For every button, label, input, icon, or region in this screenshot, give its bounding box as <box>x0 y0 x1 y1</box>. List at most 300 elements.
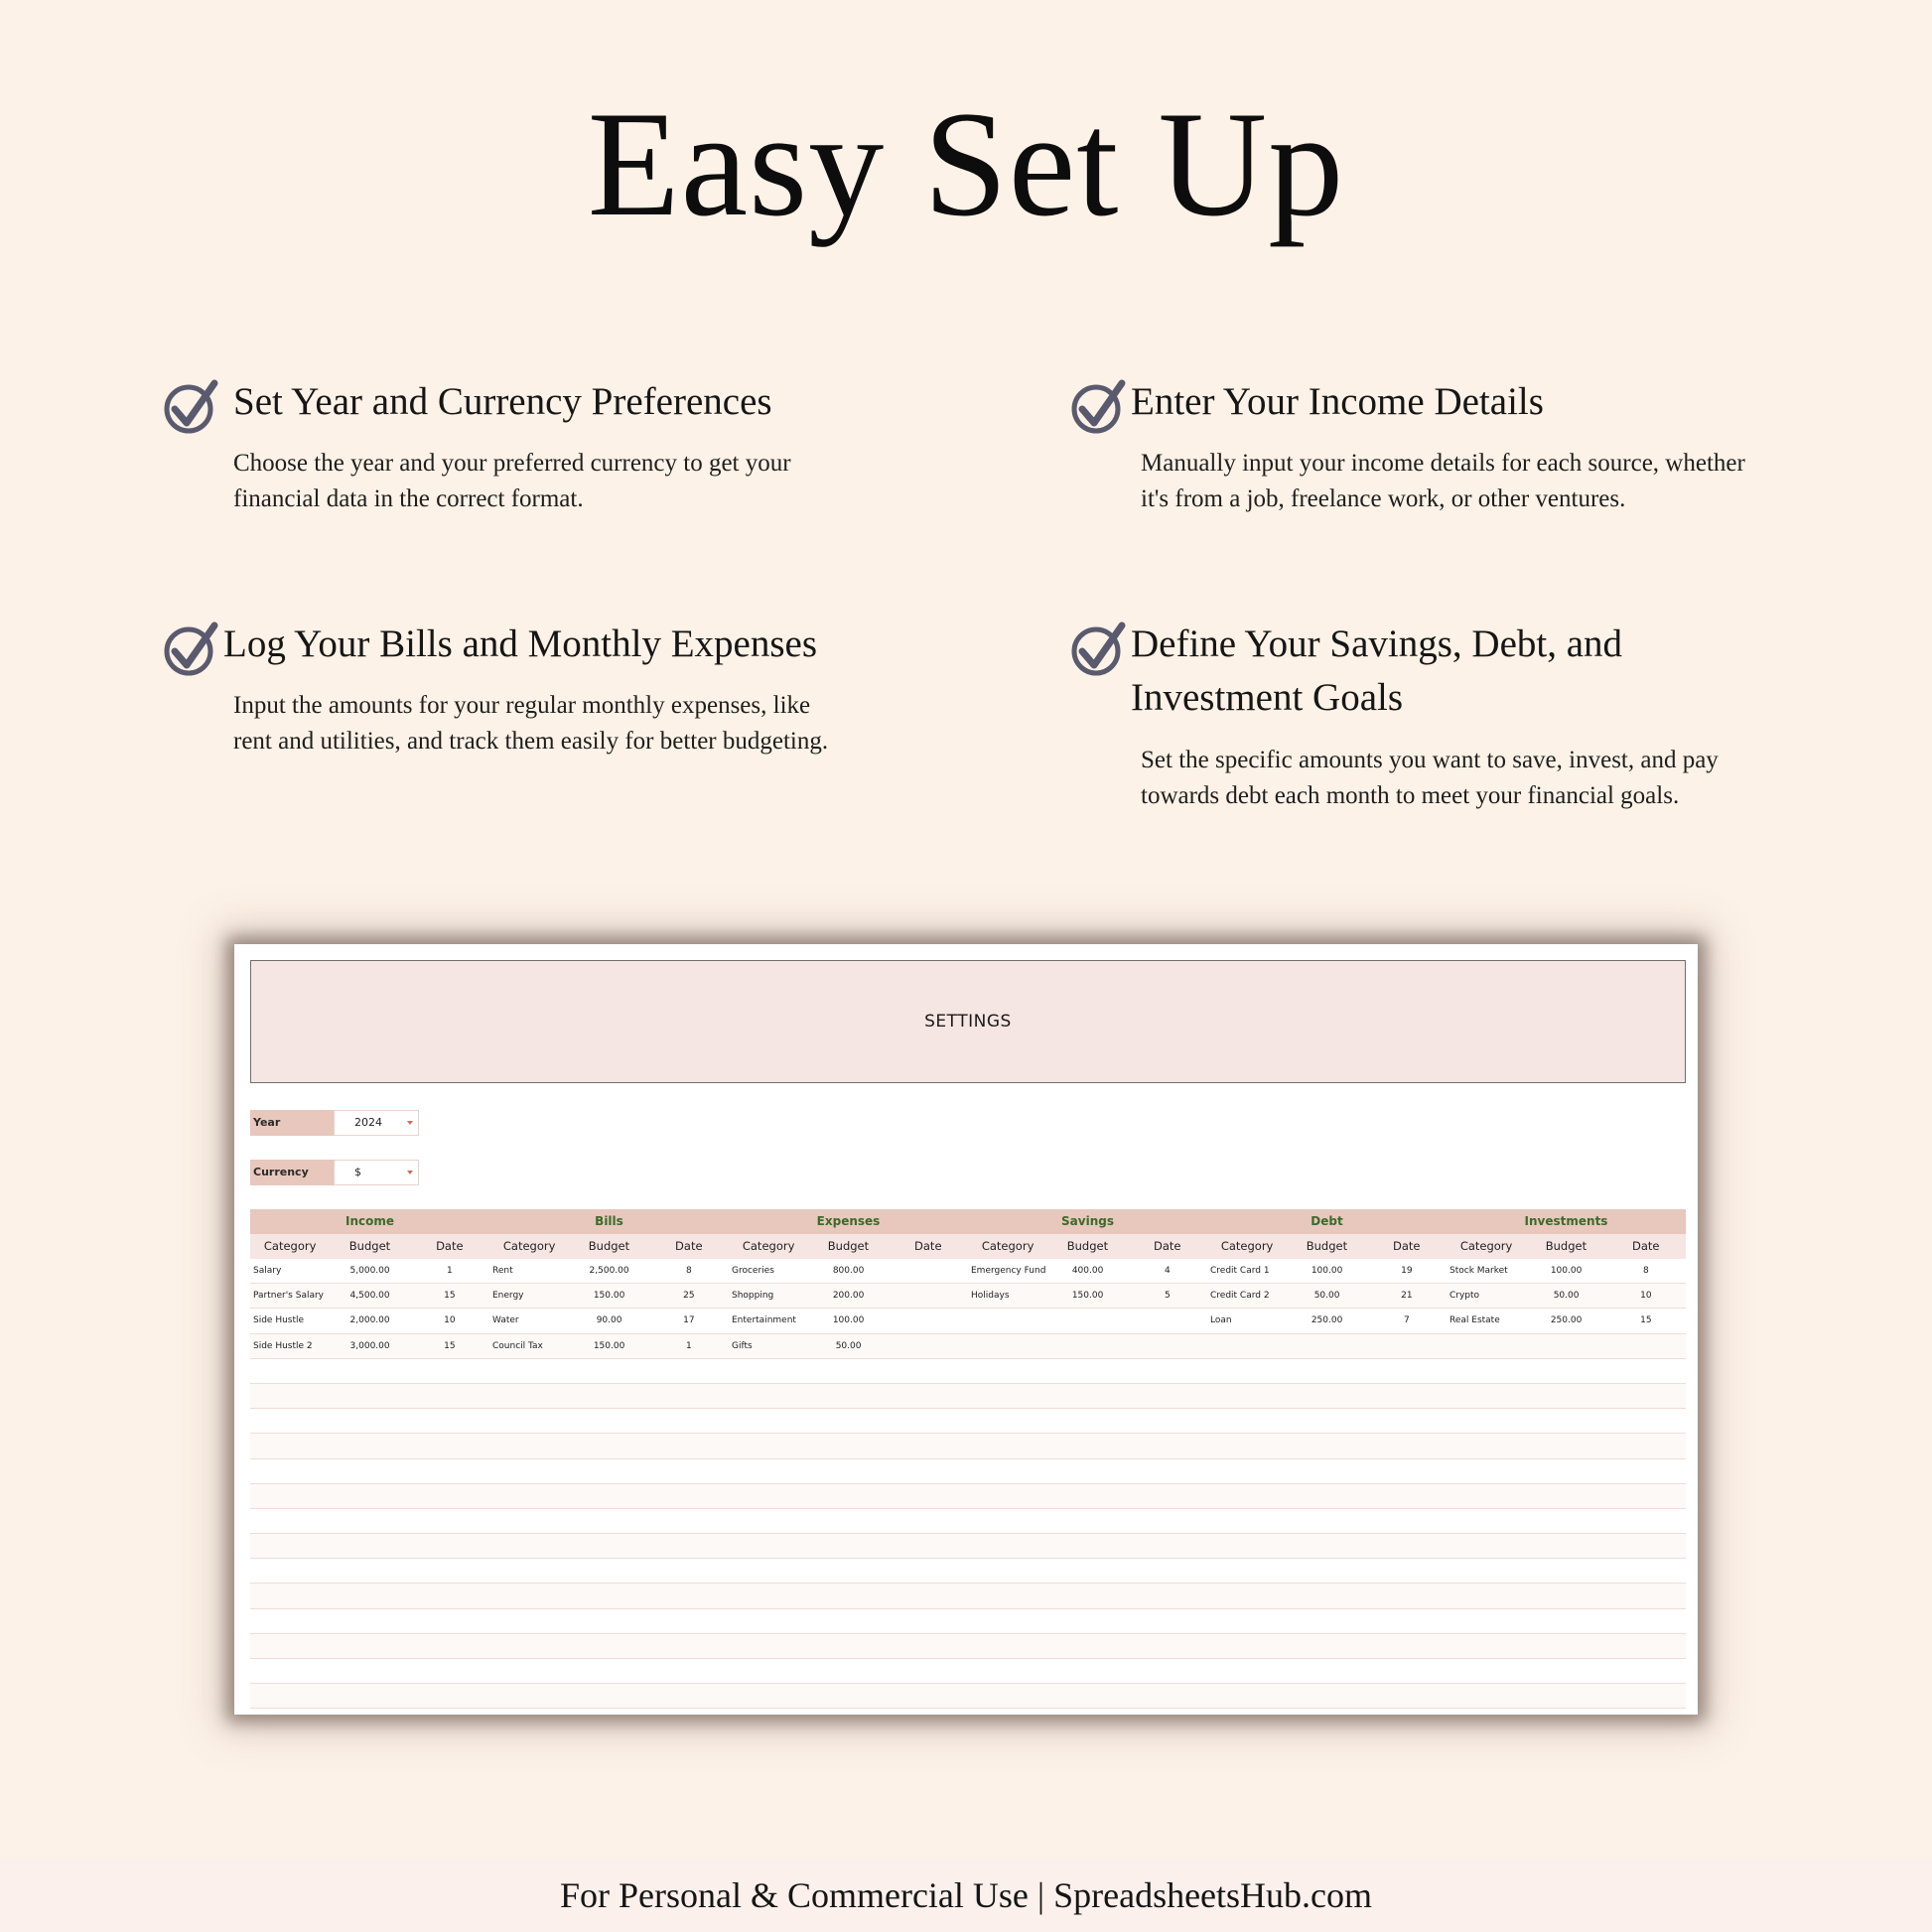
budget-cell[interactable] <box>1287 1509 1366 1533</box>
date-cell[interactable] <box>889 1684 968 1708</box>
date-cell[interactable] <box>889 1434 968 1457</box>
budget-cell[interactable] <box>1526 1559 1605 1583</box>
category-cell[interactable] <box>1447 1559 1526 1583</box>
category-cell[interactable] <box>489 1609 569 1633</box>
date-cell[interactable] <box>1128 1359 1207 1383</box>
category-cell[interactable] <box>1447 1659 1526 1683</box>
budget-cell[interactable] <box>1047 1609 1127 1633</box>
budget-cell[interactable] <box>1287 1459 1366 1483</box>
date-cell[interactable] <box>649 1559 729 1583</box>
category-cell[interactable] <box>1447 1609 1526 1633</box>
budget-cell[interactable]: 2,500.00 <box>589 1266 629 1276</box>
date-cell[interactable] <box>1128 1684 1207 1708</box>
budget-cell[interactable] <box>1287 1559 1366 1583</box>
date-cell[interactable] <box>1367 1509 1447 1533</box>
budget-cell[interactable] <box>1287 1659 1366 1683</box>
date-cell[interactable] <box>649 1584 729 1607</box>
date-cell[interactable] <box>889 1634 968 1658</box>
budget-cell[interactable] <box>808 1409 888 1433</box>
category-cell[interactable] <box>250 1384 330 1408</box>
category-cell[interactable] <box>1207 1459 1287 1483</box>
category-cell[interactable] <box>1447 1684 1526 1708</box>
budget-cell[interactable]: 150.00 <box>593 1340 625 1351</box>
budget-cell[interactable] <box>808 1459 888 1483</box>
category-cell[interactable] <box>250 1509 330 1533</box>
budget-cell[interactable] <box>1047 1509 1127 1533</box>
category-cell[interactable] <box>1447 1409 1526 1433</box>
budget-cell[interactable] <box>1047 1459 1127 1483</box>
budget-cell[interactable]: 400.00 <box>1071 1266 1104 1276</box>
date-cell[interactable] <box>1128 1459 1207 1483</box>
date-cell[interactable] <box>1367 1634 1447 1658</box>
date-cell[interactable] <box>1367 1484 1447 1508</box>
date-cell[interactable]: 1 <box>685 1340 692 1351</box>
budget-cell[interactable] <box>569 1434 648 1457</box>
budget-cell[interactable] <box>1047 1584 1127 1607</box>
budget-cell[interactable] <box>1287 1484 1366 1508</box>
date-cell[interactable]: 17 <box>683 1315 695 1326</box>
budget-cell[interactable]: 50.00 <box>1313 1291 1340 1302</box>
date-cell[interactable] <box>649 1384 729 1408</box>
budget-cell[interactable] <box>808 1509 888 1533</box>
date-cell[interactable]: 15 <box>444 1340 456 1351</box>
category-cell[interactable] <box>489 1459 569 1483</box>
date-cell[interactable] <box>1367 1684 1447 1708</box>
date-cell[interactable] <box>649 1609 729 1633</box>
date-cell[interactable] <box>1367 1609 1447 1633</box>
category-cell[interactable] <box>968 1409 1047 1433</box>
category-cell[interactable] <box>1207 1409 1287 1433</box>
category-cell[interactable] <box>968 1684 1047 1708</box>
budget-cell[interactable] <box>808 1384 888 1408</box>
budget-cell[interactable] <box>1526 1384 1605 1408</box>
budget-cell[interactable] <box>1287 1634 1366 1658</box>
date-cell[interactable] <box>889 1334 968 1358</box>
category-cell[interactable] <box>968 1434 1047 1457</box>
date-cell[interactable] <box>410 1409 489 1433</box>
date-cell[interactable] <box>1606 1609 1686 1633</box>
category-cell[interactable] <box>1207 1659 1287 1683</box>
budget-cell[interactable] <box>569 1634 648 1658</box>
category-cell[interactable] <box>1207 1384 1287 1408</box>
budget-cell[interactable] <box>1526 1409 1605 1433</box>
date-cell[interactable]: 10 <box>1640 1291 1652 1302</box>
budget-cell[interactable] <box>808 1634 888 1658</box>
budget-cell[interactable]: 90.00 <box>596 1315 622 1326</box>
date-cell[interactable] <box>410 1659 489 1683</box>
date-cell[interactable] <box>1606 1334 1686 1358</box>
date-cell[interactable]: 25 <box>683 1291 695 1302</box>
date-cell[interactable] <box>889 1309 968 1332</box>
date-cell[interactable] <box>1606 1509 1686 1533</box>
category-cell[interactable] <box>1447 1334 1526 1358</box>
category-cell[interactable]: Holidays <box>971 1291 1010 1302</box>
budget-cell[interactable] <box>1526 1509 1605 1533</box>
date-cell[interactable] <box>889 1459 968 1483</box>
category-cell[interactable]: Partner's Salary <box>253 1291 325 1302</box>
budget-cell[interactable] <box>330 1484 409 1508</box>
budget-cell[interactable]: 150.00 <box>593 1291 625 1302</box>
category-cell[interactable] <box>489 1359 569 1383</box>
category-cell[interactable] <box>1207 1634 1287 1658</box>
category-cell[interactable] <box>729 1684 808 1708</box>
budget-cell[interactable] <box>330 1559 409 1583</box>
category-cell[interactable] <box>968 1459 1047 1483</box>
date-cell[interactable] <box>889 1534 968 1558</box>
date-cell[interactable] <box>1606 1534 1686 1558</box>
date-cell[interactable] <box>649 1659 729 1683</box>
date-cell[interactable] <box>1128 1509 1207 1533</box>
date-cell[interactable] <box>410 1584 489 1607</box>
category-cell[interactable]: Real Estate <box>1449 1315 1500 1326</box>
date-cell[interactable] <box>410 1459 489 1483</box>
date-cell[interactable] <box>1606 1634 1686 1658</box>
category-cell[interactable] <box>1207 1509 1287 1533</box>
year-select[interactable] <box>334 1110 419 1136</box>
category-cell[interactable] <box>729 1559 808 1583</box>
date-cell[interactable] <box>1606 1684 1686 1708</box>
budget-cell[interactable] <box>330 1659 409 1683</box>
date-cell[interactable] <box>1128 1659 1207 1683</box>
budget-cell[interactable] <box>808 1534 888 1558</box>
category-cell[interactable]: Council Tax <box>492 1340 543 1351</box>
category-cell[interactable]: Water <box>492 1315 519 1326</box>
category-cell[interactable] <box>729 1359 808 1383</box>
budget-cell[interactable] <box>330 1584 409 1607</box>
budget-cell[interactable]: 4,500.00 <box>349 1291 390 1302</box>
category-cell[interactable] <box>489 1484 569 1508</box>
budget-cell[interactable] <box>808 1584 888 1607</box>
category-cell[interactable] <box>489 1409 569 1433</box>
category-cell[interactable] <box>1207 1534 1287 1558</box>
category-cell[interactable] <box>968 1634 1047 1658</box>
budget-cell[interactable] <box>330 1534 409 1558</box>
date-cell[interactable] <box>889 1659 968 1683</box>
budget-cell[interactable] <box>330 1409 409 1433</box>
date-cell[interactable] <box>649 1484 729 1508</box>
budget-cell[interactable] <box>569 1609 648 1633</box>
category-cell[interactable] <box>968 1359 1047 1383</box>
category-cell[interactable] <box>489 1559 569 1583</box>
date-cell[interactable] <box>889 1559 968 1583</box>
date-cell[interactable] <box>1367 1584 1447 1607</box>
category-cell[interactable] <box>1207 1584 1287 1607</box>
category-cell[interactable] <box>729 1584 808 1607</box>
category-cell[interactable] <box>729 1534 808 1558</box>
budget-cell[interactable] <box>1047 1559 1127 1583</box>
category-cell[interactable] <box>729 1509 808 1533</box>
date-cell[interactable] <box>1606 1559 1686 1583</box>
budget-cell[interactable]: 250.00 <box>1311 1315 1343 1326</box>
date-cell[interactable] <box>889 1484 968 1508</box>
date-cell[interactable] <box>1367 1459 1447 1483</box>
budget-cell[interactable]: 5,000.00 <box>349 1266 390 1276</box>
budget-cell[interactable] <box>1526 1459 1605 1483</box>
date-cell[interactable] <box>1606 1434 1686 1457</box>
budget-cell[interactable] <box>1047 1409 1127 1433</box>
category-cell[interactable] <box>1207 1434 1287 1457</box>
date-cell[interactable]: 15 <box>444 1291 456 1302</box>
category-cell[interactable] <box>250 1359 330 1383</box>
category-cell[interactable] <box>968 1559 1047 1583</box>
category-cell[interactable] <box>729 1659 808 1683</box>
date-cell[interactable] <box>410 1609 489 1633</box>
category-cell[interactable] <box>729 1609 808 1633</box>
budget-cell[interactable] <box>330 1609 409 1633</box>
budget-cell[interactable] <box>1047 1484 1127 1508</box>
date-cell[interactable] <box>1606 1409 1686 1433</box>
date-cell[interactable]: 15 <box>1640 1315 1652 1326</box>
budget-cell[interactable] <box>1287 1334 1366 1358</box>
date-cell[interactable] <box>1606 1459 1686 1483</box>
budget-cell[interactable] <box>808 1559 888 1583</box>
budget-cell[interactable]: 150.00 <box>1071 1291 1104 1302</box>
category-cell[interactable] <box>250 1634 330 1658</box>
category-cell[interactable] <box>489 1659 569 1683</box>
category-cell[interactable]: Credit Card 2 <box>1210 1291 1270 1302</box>
category-cell[interactable] <box>968 1609 1047 1633</box>
budget-cell[interactable] <box>569 1484 648 1508</box>
date-cell[interactable] <box>1606 1584 1686 1607</box>
category-cell[interactable]: Groceries <box>732 1266 774 1276</box>
budget-cell[interactable]: 250.00 <box>1550 1315 1583 1326</box>
date-cell[interactable]: 1 <box>446 1266 453 1276</box>
date-cell[interactable] <box>649 1534 729 1558</box>
date-cell[interactable] <box>1606 1484 1686 1508</box>
date-cell[interactable] <box>649 1509 729 1533</box>
category-cell[interactable]: Emergency Fund <box>971 1266 1046 1276</box>
date-cell[interactable] <box>1128 1559 1207 1583</box>
category-cell[interactable] <box>968 1659 1047 1683</box>
budget-cell[interactable] <box>808 1659 888 1683</box>
budget-cell[interactable] <box>1526 1634 1605 1658</box>
budget-cell[interactable] <box>330 1359 409 1383</box>
date-cell[interactable] <box>410 1634 489 1658</box>
category-cell[interactable]: Side Hustle <box>253 1315 305 1326</box>
date-cell[interactable]: 4 <box>1164 1266 1171 1276</box>
date-cell[interactable] <box>1367 1559 1447 1583</box>
category-cell[interactable] <box>489 1434 569 1457</box>
date-cell[interactable] <box>649 1634 729 1658</box>
category-cell[interactable] <box>250 1659 330 1683</box>
budget-cell[interactable]: 2,000.00 <box>349 1315 390 1326</box>
budget-cell[interactable] <box>808 1484 888 1508</box>
category-cell[interactable] <box>250 1559 330 1583</box>
budget-cell[interactable] <box>1047 1309 1127 1332</box>
date-cell[interactable] <box>649 1684 729 1708</box>
budget-cell[interactable] <box>1287 1359 1366 1383</box>
date-cell[interactable]: 8 <box>1642 1266 1649 1276</box>
date-cell[interactable] <box>1128 1384 1207 1408</box>
date-cell[interactable] <box>1367 1334 1447 1358</box>
category-cell[interactable] <box>1447 1484 1526 1508</box>
date-cell[interactable] <box>1606 1359 1686 1383</box>
category-cell[interactable] <box>968 1584 1047 1607</box>
date-cell[interactable] <box>1606 1384 1686 1408</box>
date-cell[interactable]: 19 <box>1401 1266 1413 1276</box>
date-cell[interactable] <box>889 1359 968 1383</box>
budget-cell[interactable] <box>569 1384 648 1408</box>
budget-cell[interactable] <box>1287 1384 1366 1408</box>
category-cell[interactable] <box>968 1484 1047 1508</box>
category-cell[interactable]: Stock Market <box>1449 1266 1508 1276</box>
budget-cell[interactable] <box>330 1384 409 1408</box>
budget-cell[interactable] <box>569 1459 648 1483</box>
category-cell[interactable] <box>729 1384 808 1408</box>
date-cell[interactable] <box>889 1609 968 1633</box>
date-cell[interactable] <box>1128 1334 1207 1358</box>
date-cell[interactable] <box>1128 1584 1207 1607</box>
date-cell[interactable] <box>1128 1534 1207 1558</box>
category-cell[interactable] <box>250 1459 330 1483</box>
category-cell[interactable]: Salary <box>253 1266 282 1276</box>
category-cell[interactable] <box>1207 1609 1287 1633</box>
budget-cell[interactable] <box>808 1609 888 1633</box>
budget-cell[interactable] <box>1526 1334 1605 1358</box>
date-cell[interactable] <box>649 1409 729 1433</box>
budget-cell[interactable] <box>330 1509 409 1533</box>
category-cell[interactable] <box>1207 1484 1287 1508</box>
date-cell[interactable] <box>1128 1484 1207 1508</box>
date-cell[interactable] <box>410 1509 489 1533</box>
budget-cell[interactable] <box>1287 1434 1366 1457</box>
category-cell[interactable] <box>968 1509 1047 1533</box>
category-cell[interactable] <box>489 1584 569 1607</box>
category-cell[interactable] <box>489 1684 569 1708</box>
budget-cell[interactable] <box>569 1409 648 1433</box>
date-cell[interactable]: 7 <box>1403 1315 1410 1326</box>
category-cell[interactable] <box>968 1334 1047 1358</box>
category-cell[interactable] <box>250 1434 330 1457</box>
budget-cell[interactable] <box>569 1359 648 1383</box>
date-cell[interactable]: 21 <box>1401 1291 1413 1302</box>
category-cell[interactable] <box>489 1384 569 1408</box>
budget-cell[interactable]: 50.00 <box>1553 1291 1580 1302</box>
budget-cell[interactable]: 800.00 <box>832 1266 865 1276</box>
budget-cell[interactable] <box>1287 1684 1366 1708</box>
budget-cell[interactable] <box>1287 1584 1366 1607</box>
date-cell[interactable] <box>1367 1359 1447 1383</box>
date-cell[interactable]: 8 <box>685 1266 692 1276</box>
date-cell[interactable] <box>410 1384 489 1408</box>
category-cell[interactable] <box>729 1634 808 1658</box>
category-cell[interactable] <box>489 1509 569 1533</box>
budget-cell[interactable]: 100.00 <box>832 1315 865 1326</box>
category-cell[interactable]: Entertainment <box>732 1315 796 1326</box>
category-cell[interactable] <box>1447 1359 1526 1383</box>
category-cell[interactable]: Gifts <box>732 1340 753 1351</box>
budget-cell[interactable] <box>1047 1659 1127 1683</box>
category-cell[interactable] <box>729 1409 808 1433</box>
date-cell[interactable] <box>410 1559 489 1583</box>
date-cell[interactable] <box>1367 1384 1447 1408</box>
budget-cell[interactable] <box>1526 1684 1605 1708</box>
budget-cell[interactable] <box>1047 1634 1127 1658</box>
category-cell[interactable] <box>729 1459 808 1483</box>
date-cell[interactable] <box>410 1534 489 1558</box>
budget-cell[interactable] <box>569 1509 648 1533</box>
category-cell[interactable]: Energy <box>492 1291 524 1302</box>
budget-cell[interactable] <box>1047 1684 1127 1708</box>
budget-cell[interactable] <box>330 1634 409 1658</box>
budget-cell[interactable] <box>1047 1359 1127 1383</box>
budget-cell[interactable]: 50.00 <box>835 1340 862 1351</box>
budget-cell[interactable] <box>330 1459 409 1483</box>
category-cell[interactable]: Credit Card 1 <box>1210 1266 1270 1276</box>
category-cell[interactable] <box>1207 1359 1287 1383</box>
category-cell[interactable] <box>1447 1384 1526 1408</box>
date-cell[interactable] <box>1128 1409 1207 1433</box>
budget-cell[interactable] <box>1526 1659 1605 1683</box>
budget-cell[interactable] <box>1047 1534 1127 1558</box>
date-cell[interactable] <box>1367 1434 1447 1457</box>
budget-cell[interactable] <box>1047 1384 1127 1408</box>
date-cell[interactable] <box>1367 1409 1447 1433</box>
budget-cell[interactable]: 100.00 <box>1311 1266 1343 1276</box>
budget-cell[interactable] <box>1287 1534 1366 1558</box>
category-cell[interactable] <box>1447 1534 1526 1558</box>
date-cell[interactable] <box>410 1359 489 1383</box>
date-cell[interactable]: 5 <box>1164 1291 1171 1302</box>
budget-cell[interactable] <box>1047 1434 1127 1457</box>
date-cell[interactable] <box>649 1434 729 1457</box>
budget-cell[interactable] <box>808 1434 888 1457</box>
date-cell[interactable] <box>1128 1309 1207 1332</box>
budget-cell[interactable] <box>569 1659 648 1683</box>
budget-cell[interactable]: 200.00 <box>832 1291 865 1302</box>
date-cell[interactable] <box>1367 1659 1447 1683</box>
category-cell[interactable] <box>250 1684 330 1708</box>
category-cell[interactable] <box>250 1534 330 1558</box>
currency-select[interactable] <box>334 1160 419 1185</box>
budget-cell[interactable] <box>1526 1484 1605 1508</box>
budget-cell[interactable] <box>330 1684 409 1708</box>
date-cell[interactable] <box>649 1459 729 1483</box>
budget-cell[interactable] <box>1526 1359 1605 1383</box>
category-cell[interactable] <box>1447 1434 1526 1457</box>
budget-cell[interactable] <box>569 1684 648 1708</box>
budget-cell[interactable] <box>1526 1609 1605 1633</box>
budget-cell[interactable] <box>1526 1584 1605 1607</box>
budget-cell[interactable] <box>330 1434 409 1457</box>
category-cell[interactable] <box>968 1309 1047 1332</box>
category-cell[interactable] <box>968 1384 1047 1408</box>
category-cell[interactable] <box>729 1434 808 1457</box>
category-cell[interactable]: Crypto <box>1449 1291 1480 1302</box>
category-cell[interactable] <box>489 1534 569 1558</box>
category-cell[interactable] <box>729 1484 808 1508</box>
budget-cell[interactable] <box>569 1559 648 1583</box>
budget-cell[interactable] <box>808 1359 888 1383</box>
category-cell[interactable]: Shopping <box>732 1291 774 1302</box>
date-cell[interactable] <box>889 1384 968 1408</box>
budget-cell[interactable] <box>808 1684 888 1708</box>
budget-cell[interactable] <box>1287 1609 1366 1633</box>
date-cell[interactable] <box>889 1284 968 1308</box>
date-cell[interactable] <box>1128 1434 1207 1457</box>
budget-cell[interactable] <box>1047 1334 1127 1358</box>
date-cell[interactable] <box>1606 1659 1686 1683</box>
category-cell[interactable] <box>1447 1634 1526 1658</box>
category-cell[interactable] <box>1207 1334 1287 1358</box>
category-cell[interactable] <box>250 1609 330 1633</box>
date-cell[interactable] <box>1367 1534 1447 1558</box>
category-cell[interactable] <box>1447 1584 1526 1607</box>
date-cell[interactable] <box>649 1359 729 1383</box>
category-cell[interactable]: Rent <box>492 1266 513 1276</box>
date-cell[interactable] <box>889 1259 968 1283</box>
category-cell[interactable] <box>1207 1559 1287 1583</box>
